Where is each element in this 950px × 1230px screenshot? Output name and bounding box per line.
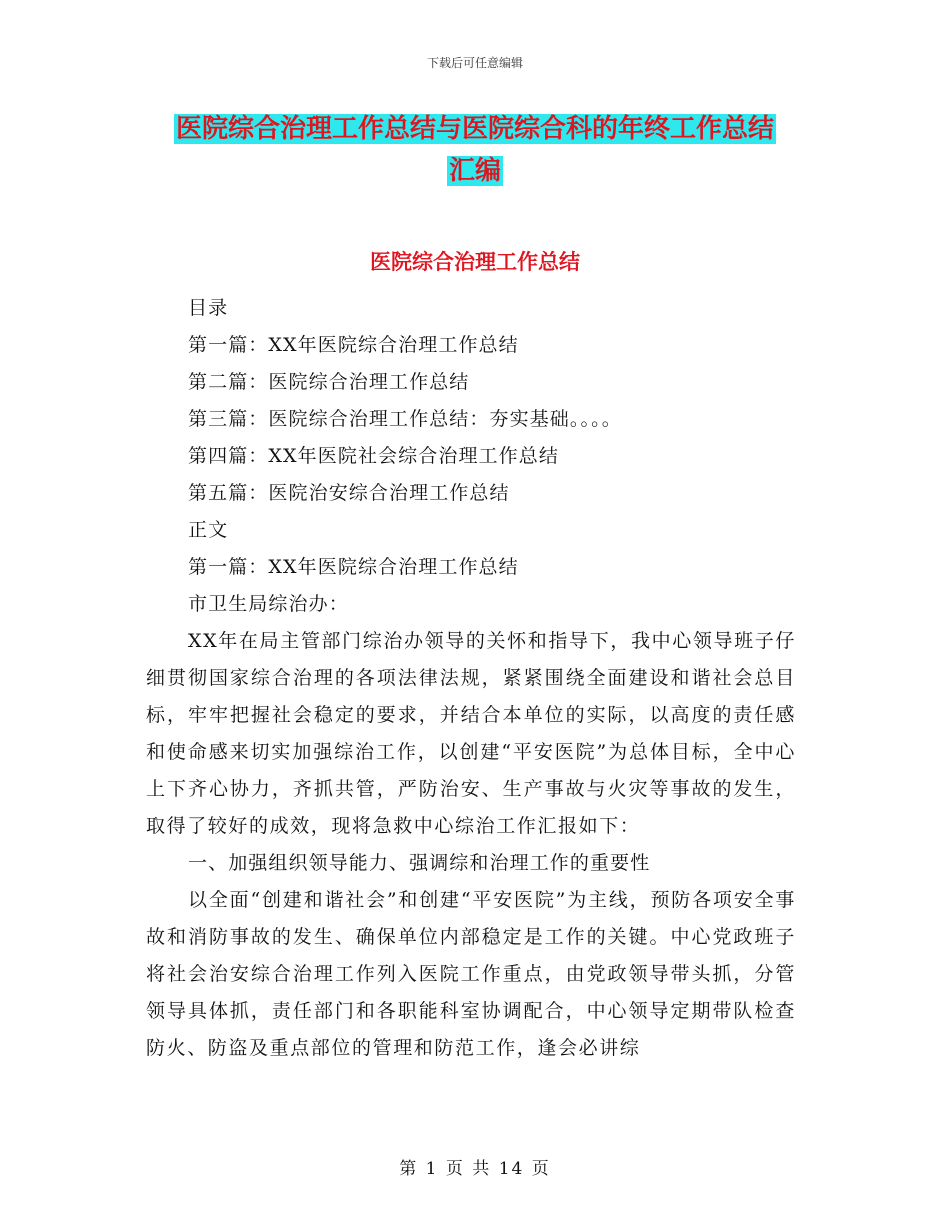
toc-item: 第一篇：XX年医院综合治理工作总结 <box>188 334 519 356</box>
paragraph: 以全面“创建和谐社会”和创建“平安医院”为主线，预防各项安全事故和消防事故的发生、确保单位内部稳定是工作的关键。中心党政班子将社会治安综合治理工作列入医院工作重点，由党政领导带头抓，分管领导具体抓，责任部门和各职能科室协调配合，中心领导定期带队检查防火、防盗及重点部位的管理和防范工作，逢会必讲综 <box>146 889 796 1059</box>
document-body <box>146 290 796 1067</box>
toc-item: 第三篇：医院综合治理工作总结：夯实基础。。。。 <box>188 408 622 430</box>
document-title-line1: 医院综合治理工作总结与医院综合科的年终工作总结 <box>175 114 774 144</box>
toc-item: 第四篇：XX年医院社会综合治理工作总结 <box>188 445 559 467</box>
body-heading: 正文 <box>188 519 229 541</box>
subheading: 一、加强组织领导能力、强调综和治理工作的重要性 <box>188 852 651 874</box>
document-title-line2: 汇编 <box>448 156 501 186</box>
section-title: 医院综合治理工作总结 <box>370 250 580 274</box>
toc-item: 第二篇：医院综合治理工作总结 <box>188 371 470 393</box>
page-footer: 第 1 页 共 14 页 <box>399 1159 551 1179</box>
document-title <box>150 108 800 192</box>
header-note: 下载后可任意编辑 <box>426 56 523 70</box>
toc-item: 第五篇：医院治安综合治理工作总结 <box>188 482 510 504</box>
addressee: 市卫生局综治办： <box>188 593 349 615</box>
toc-heading: 目录 <box>188 297 229 319</box>
chapter-title: 第一篇：XX年医院综合治理工作总结 <box>188 556 519 578</box>
paragraph: XX年在局主管部门综治办领导的关怀和指导下，我中心领导班子仔细贯彻国家综合治理的各项法律法规，紧紧围绕全面建设和谐社会总目标，牢牢把握社会稳定的要求，并结合本单位的实际，以高度的责任感和使命感来切实加强综治工作，以创建“平安医院”为总体目标，全中心上下齐心协力，齐抓共管，严防治安、生产事故与火灾等事故的发生，取得了较好的成效，现将急救中心综治工作汇报如下： <box>146 630 796 837</box>
